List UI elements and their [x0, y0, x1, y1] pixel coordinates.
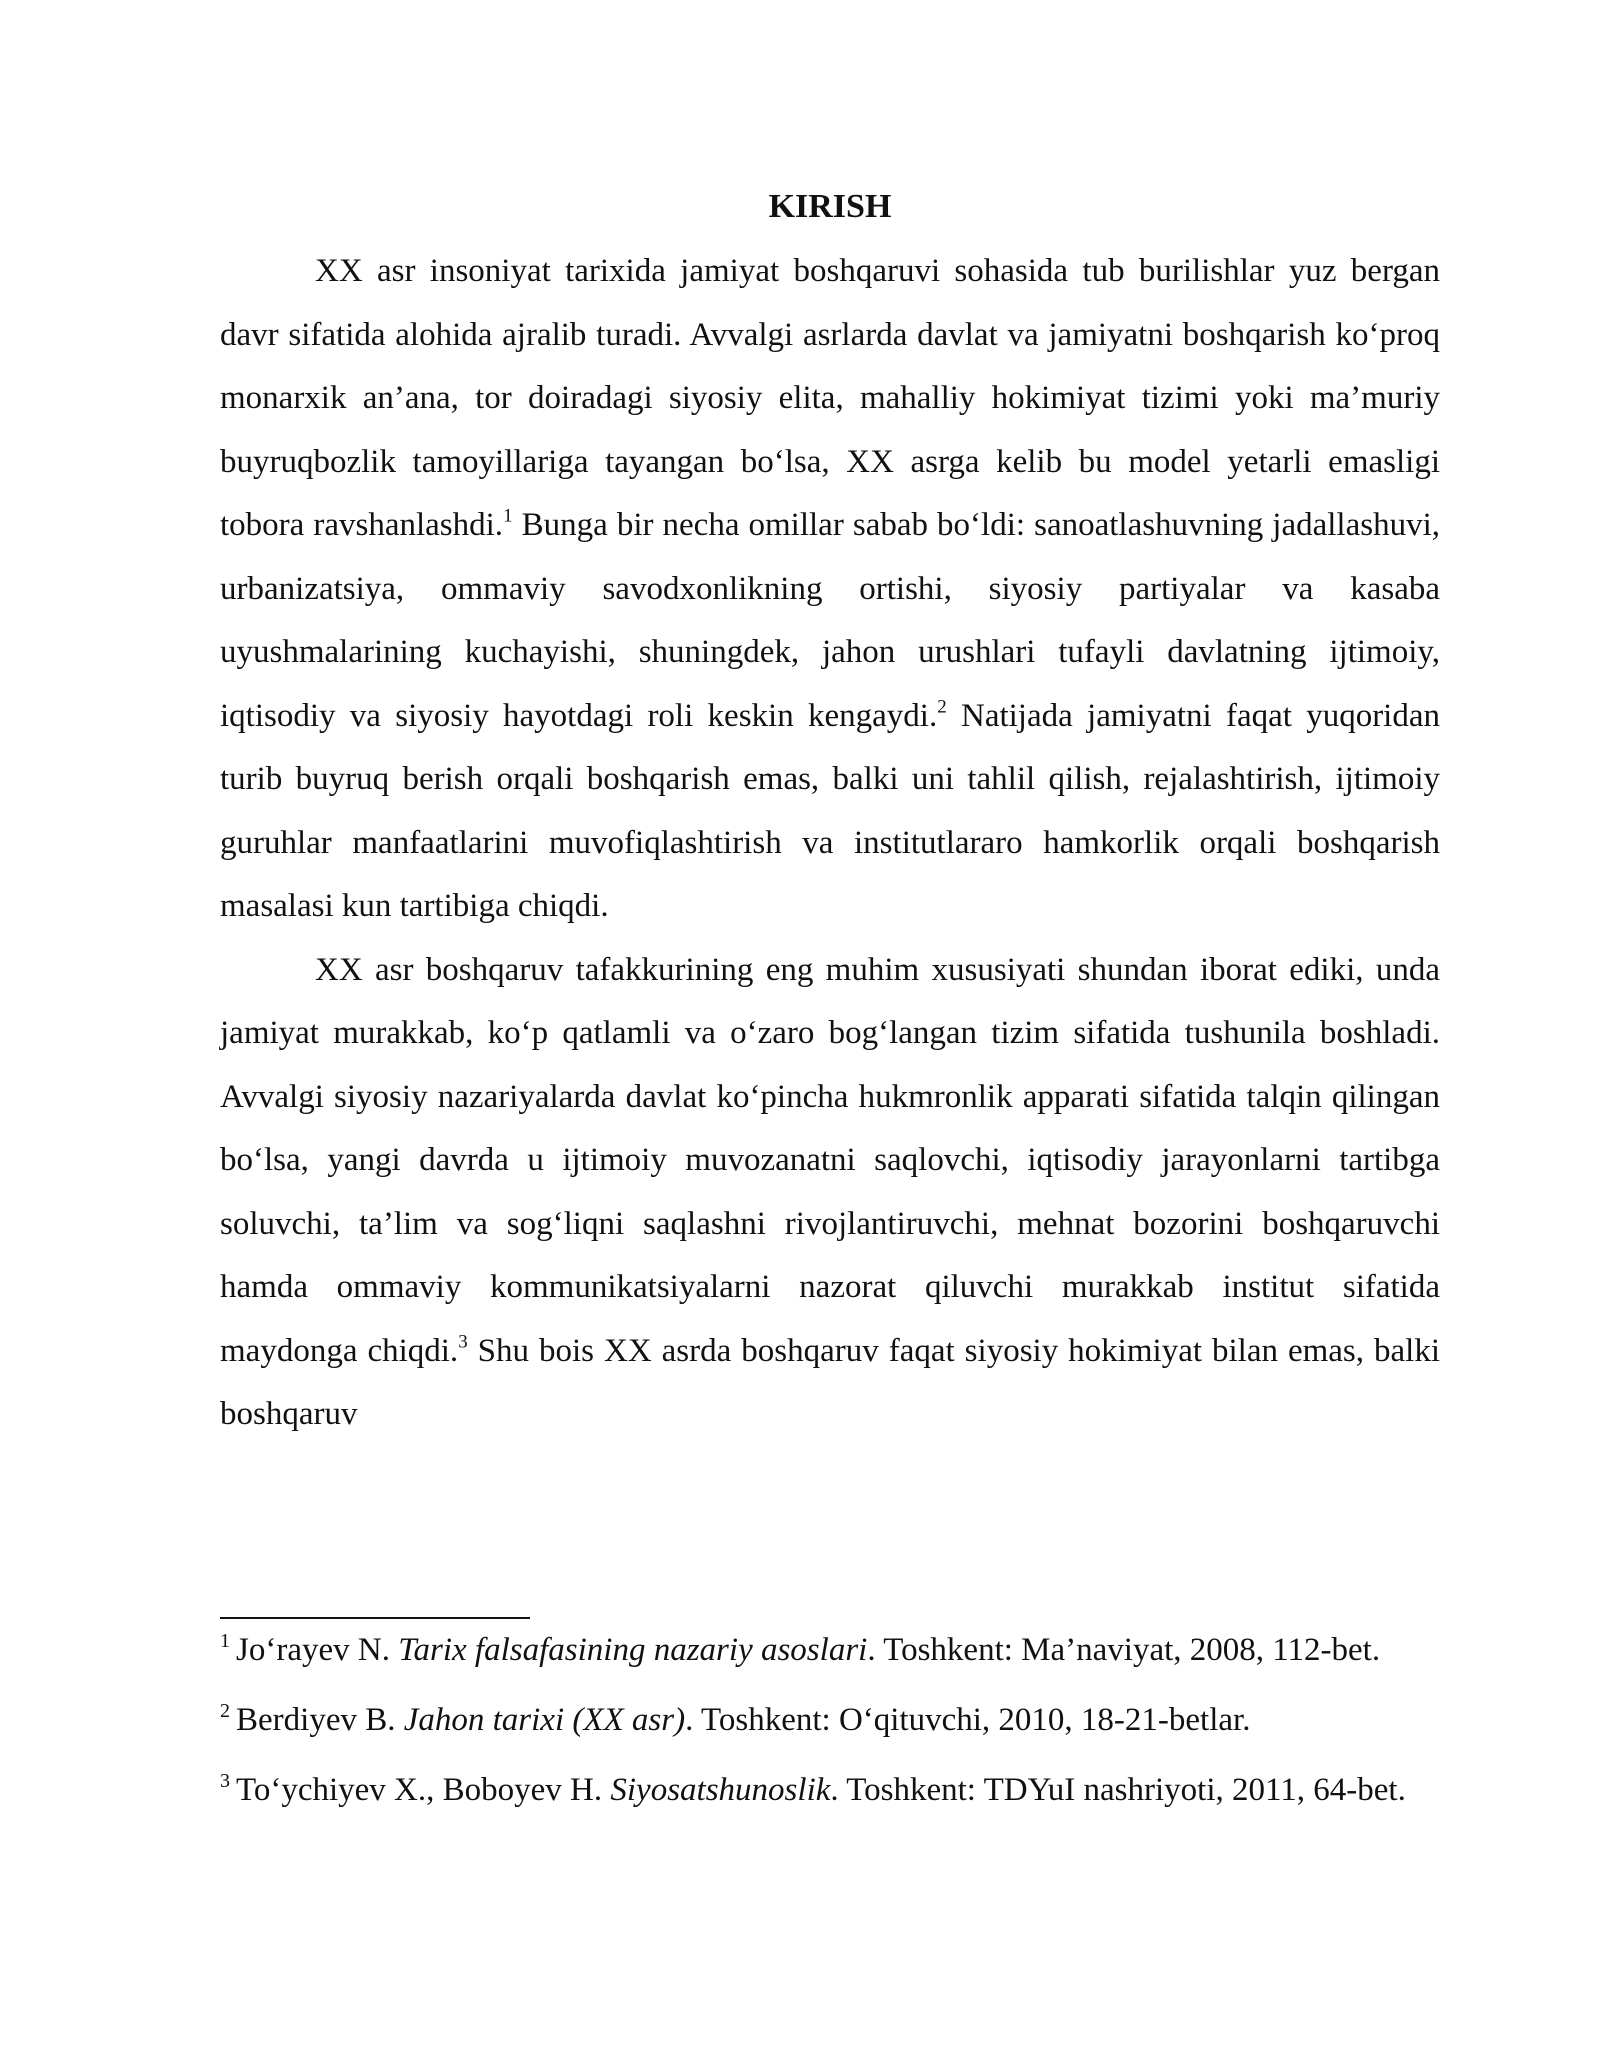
footnote-item — [220, 1700, 1440, 1740]
footnote-work-title: Siyosatshunoslik — [610, 1772, 831, 1808]
paragraph — [220, 939, 1440, 1447]
footnote-item — [220, 1630, 1440, 1670]
footnote-reference[interactable]: 1 — [503, 505, 513, 527]
footnote-item — [220, 1770, 1440, 1810]
footnote-reference[interactable]: 3 — [458, 1331, 468, 1353]
footnote-reference[interactable]: 2 — [937, 696, 947, 718]
footnote-publication: . Toshkent: O‘qituvchi, 2010, 18-21-betlar. — [685, 1702, 1251, 1738]
footnote-author: To‘ychiyev X., Boboyev H. — [236, 1772, 611, 1808]
body-text — [220, 240, 1440, 1447]
page-title: KIRISH — [768, 188, 892, 225]
footnote-author: Jo‘rayev N. — [236, 1632, 399, 1668]
footnotes — [220, 1630, 1440, 1840]
paragraph-text: Natijada jamiyatni faqat yuqoridan turib buyruq berish orqali boshqarish emas, balki uni tahlil qilish, rejalashtirish, ijtimoiy guruhlar manfaatlarini muvofiqlashtirish va institutlararo hamkorlik orqali boshqarish masalasi kun tartibiga chiqdi. — [220, 697, 1440, 924]
paragraph-text: XX asr insoniyat tarixida jamiyat boshqaruvi sohasida tub burilishlar yuz bergan davr sifatida alohida ajralib turadi. Avvalgi asrlarda davlat va jamiyatni boshqarish ko‘proq monarxik an’ana, tor doiradagi siyosiy elita, mahalliy hokimiyat tizimi yoki ma’muriy buyruqbozlik tamoyillariga tayangan bo‘lsa, XX asrga kelib bu model yetarli emasligi tobora ravshanlashdi. — [220, 253, 1440, 543]
paragraph-text: XX asr boshqaruv tafakkurining eng muhim xususiyati shundan iborat ediki, unda jamiyat murakkab, ko‘p qatlamli va o‘zaro bog‘langan tizim sifatida tushunila boshladi. Avvalgi siyosiy nazariyalarda davlat ko‘pincha hukmronlik apparati sifatida talqin qilingan bo‘lsa, yangi davrda u ijtimoiy muvozanatni saqlovchi, iqtisodiy jarayonlarni tartibga soluvchi, ta’lim va sog‘liqni saqlashni rivojlantiruvchi, mehnat bozorini boshqaruvchi hamda ommaviy kommunikatsiyalarni nazorat qiluvchi murakkab institut sifatida maydonga chiqdi. — [220, 951, 1440, 1369]
footnote-number: 1 — [220, 1630, 230, 1652]
paragraph-text: Bunga bir necha omillar sabab bo‘ldi: sanoatlashuvning jadallashuvi, urbanizatsiya, ommaviy savodxonlikning ortishi, siyosiy partiyalar va kasaba uyushmalarining kuchayishi, shuningdek, jahon urushlari tufayli davlatning ijtimoiy, iqtisodiy va siyosiy hayotdagi roli keskin kengaydi. — [220, 507, 1440, 734]
footnote-publication: . Toshkent: TDYuI nashriyoti, 2011, 64-bet. — [830, 1772, 1406, 1808]
footnote-publication: . Toshkent: Ma’naviyat, 2008, 112-bet. — [867, 1632, 1381, 1668]
footnote-author: Berdiyev B. — [236, 1702, 404, 1738]
footnote-separator — [220, 1617, 530, 1619]
footnote-number: 3 — [220, 1770, 230, 1792]
footnote-number: 2 — [220, 1700, 230, 1722]
footnote-work-title: Tarix falsafasining nazariy asoslari — [398, 1632, 868, 1668]
paragraph-text: Shu bois XX asrda boshqaruv faqat siyosiy hokimiyat bilan emas, balki boshqaruv — [220, 1332, 1440, 1432]
paragraph — [220, 240, 1440, 939]
footnote-work-title: Jahon tarixi (XX asr) — [403, 1702, 686, 1738]
